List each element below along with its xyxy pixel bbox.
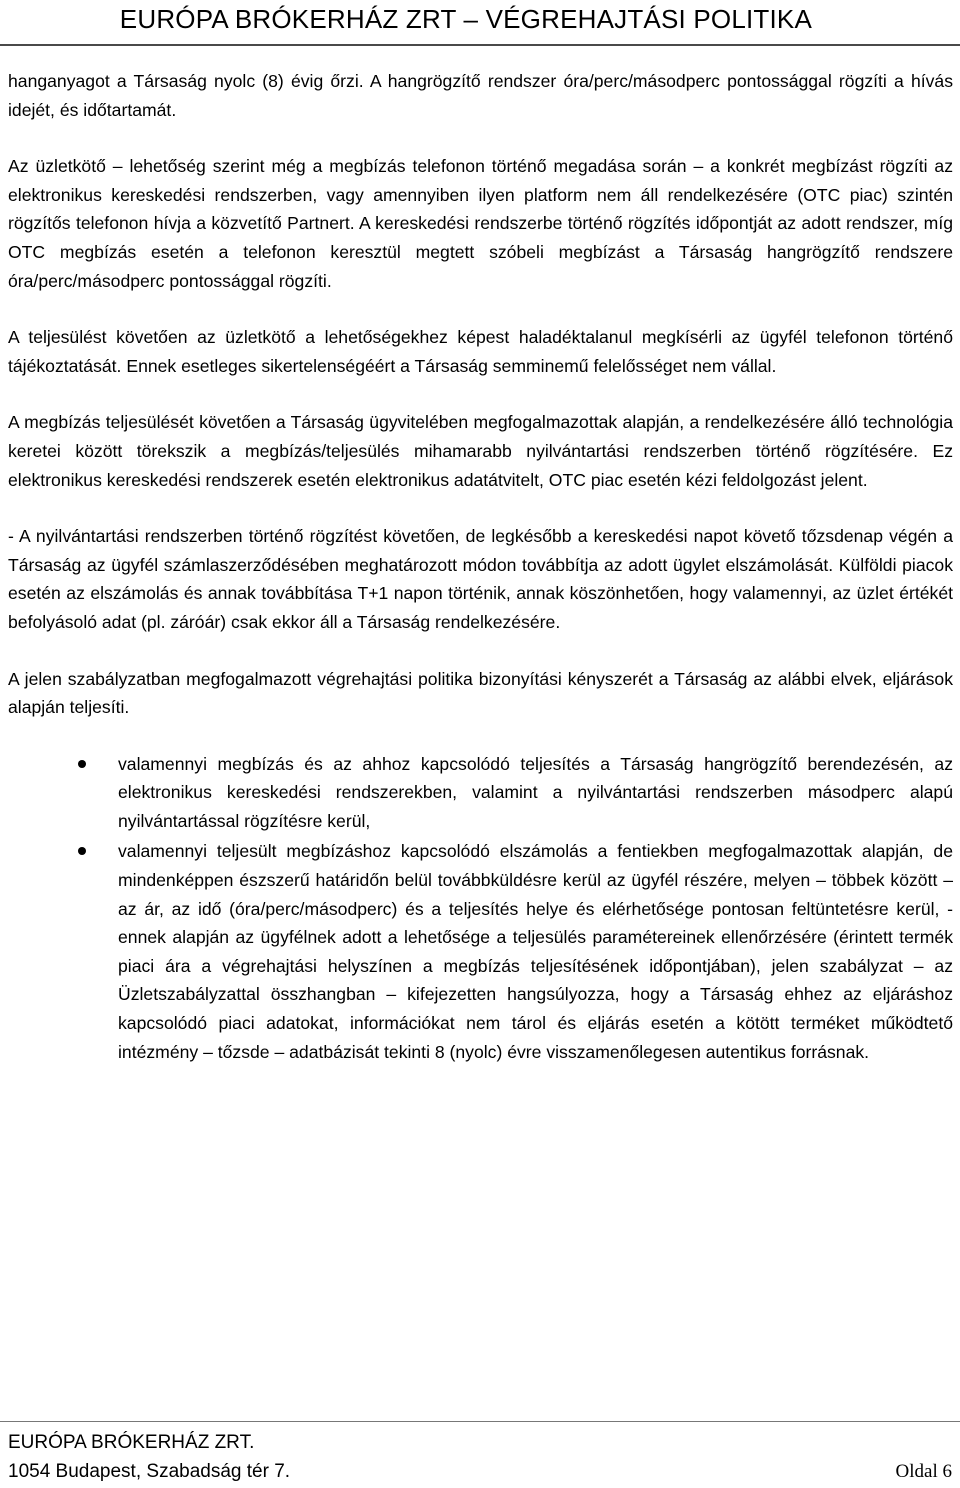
- bullet-icon: [78, 760, 86, 768]
- paragraph-4: A megbízás teljesülését követően a Társaság ügyvitelében megfogalmazottak alapján, a rendelkezésére álló technológia keretei között törekszik a megbízás/teljesülés mihamarabb nyilvántartási rendszerben történő rögzítésére. Ez elektronikus kereskedési rendszerek esetén elektronikus adatátvitelt, OTC piac esetén kézi feldolgozást jelent.: [8, 412, 953, 490]
- document-body: [8, 67, 953, 1068]
- list-item: [8, 837, 953, 1066]
- footer-company: EURÓPA BRÓKERHÁZ ZRT.: [8, 1432, 255, 1453]
- paragraph-5: - A nyilvántartási rendszerben történő rögzítést követően, de legkésőbb a kereskedési napot követő tőzsdenap végén a Társaság az ügyfél számlaszerződésében meghatározott módon továbbítja az adott ügylet elszámolását. Külföldi piacok esetén az elszámolás és annak továbbítása T+1 napon történik, annak köszönhetően, hogy valamennyi, az üzlet értékét befolyásoló adat (pl. záróár) csak ekkor áll a Társaság rendelkezésére.: [8, 526, 953, 632]
- paragraph-2: Az üzletkötő – lehetőség szerint még a megbízás telefonon történő megadása során – a konkrét megbízást rögzíti az elektronikus kereskedési rendszerben, vagy amennyiben ilyen platform nem áll rendelkezésére (OTC piac) szintén rögzítős telefonon hívja a közvetítő Partnert. A kereskedési rendszerbe történő rögzítés időpontját az adott rendszer, míg OTC megbízás esetén a telefonon keresztül megtett szóbeli megbízást a Társaság hangrögzítő rendszere óra/perc/másodperc pontossággal rögzíti.: [8, 156, 953, 291]
- page-header-title: EURÓPA BRÓKERHÁZ ZRT – VÉGREHAJTÁSI POLITIKA: [119, 4, 812, 34]
- paragraph-6: A jelen szabályzatban megfogalmazott végrehajtási politika bizonyítási kényszerét a Társaság az alábbi elvek, eljárások alapján teljesíti.: [8, 668, 953, 718]
- header-divider: [0, 44, 960, 46]
- page-number: Oldal 6: [895, 1461, 952, 1482]
- list-item: [8, 750, 953, 836]
- bullet-list: [8, 750, 953, 1067]
- bullet-icon: [78, 847, 86, 855]
- footer-address: 1054 Budapest, Szabadság tér 7.: [8, 1461, 291, 1482]
- footer-divider: [0, 1421, 960, 1422]
- list-item-text: valamennyi teljesült megbízáshoz kapcsolódó elszámolás a fentiekben megfogalmazottak alapján, de mindenképpen észszerű határidőn belül továbbküldésre kerül az ügyfél részére, melyen – többek között – az ár, az idő (óra/perc/másodperc) és a teljesítés helye és elérhetősége pontosan feltüntetésre kerül, - ennek alapján az ügyfélnek adott a lehetősége a teljesülés paramétereinek ellenőrzésére (érintett termék piaci ára a végrehajtási helyszínen a megbízás teljesítésének időpontjában), jelen szabályzat – az Üzletszabályzattal összhangban – kifejezetten hangsúlyozza, hogy a Társaság ehhez az eljáráshoz kapcsolódó piaci adatokat, információkat nem tárol és eljárás esetén a kötött terméket működtető intézmény – tőzsde – adatbázisát tekinti 8 (nyolc) évre visszamenőlegesen autentikus forrásnak.: [118, 841, 953, 1062]
- paragraph-3: A teljesülést követően az üzletkötő a lehetőségekhez képest haladéktalanul megkísérli az ügyfél telefonon történő tájékoztatását. Ennek esetleges sikertelenségéért a Társaság semminemű felelősséget nem vállal.: [8, 327, 953, 376]
- list-item-text: valamennyi megbízás és az ahhoz kapcsolódó teljesítés a Társaság hangrögzítő berendezésén, az elektronikus kereskedési rendszerekben, valamint a nyilvántartási rendszerben másodperc alapú nyilvántartással rögzítésre kerül,: [118, 753, 953, 831]
- paragraph-1: hanganyagot a Társaság nyolc (8) évig őrzi. A hangrögzítő rendszer óra/perc/másodperc pontossággal rögzíti a hívás idejét, és időtartamát.: [8, 71, 953, 120]
